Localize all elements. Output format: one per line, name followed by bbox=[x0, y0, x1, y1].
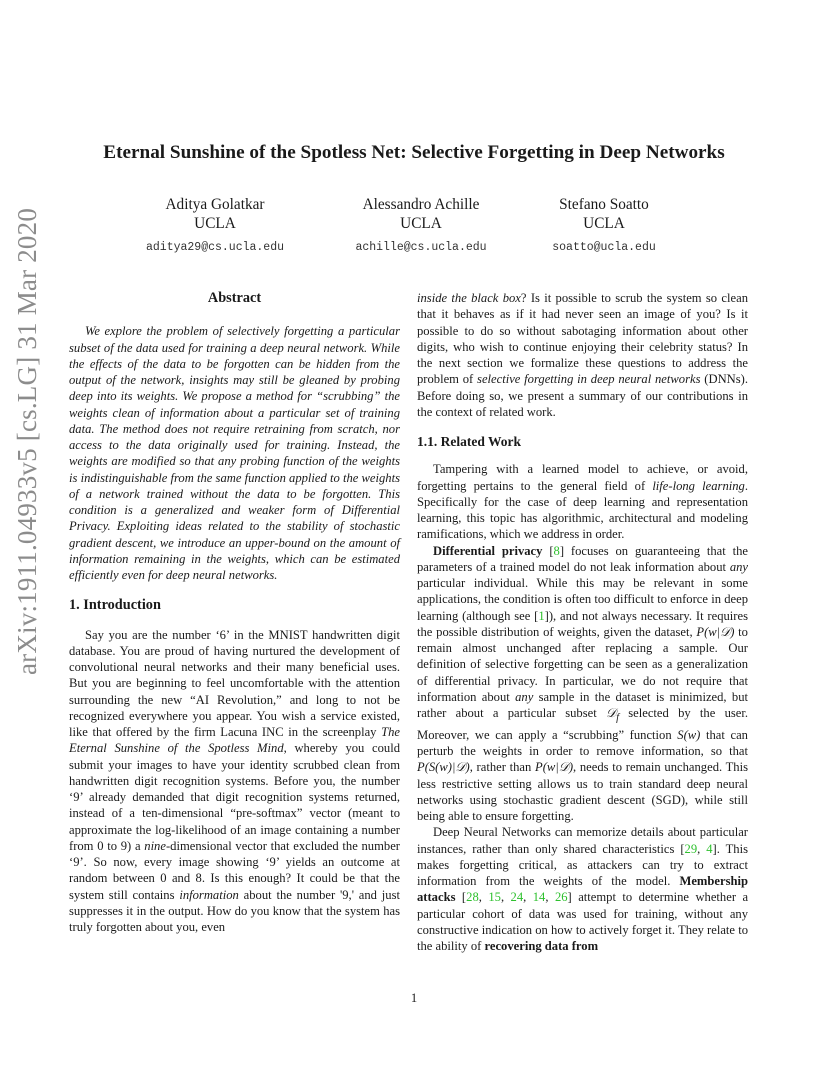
paper-title: Eternal Sunshine of the Spotless Net: Selective Forgetting in Deep Networks bbox=[103, 142, 725, 163]
intro-paragraph-continued: inside the black box? Is it possible to scrub the system so clean that it behaves as if it had never seen an image of you? Is it possible to do so without sabotaging information about other digits, who wish to continue enjoying their celebrity status? In the next section we formalize these questions to address the problem of selective forgetting in deep neural networks (DNNs). Before doing so, we present a summary of our contributions in the context of related work. bbox=[417, 291, 748, 419]
citation-link[interactable]: 26 bbox=[554, 890, 568, 905]
abstract-heading: Abstract bbox=[207, 290, 262, 306]
author-email[interactable]: achille@cs.ucla.edu bbox=[355, 241, 487, 254]
citation-link[interactable]: 1 bbox=[538, 608, 545, 623]
citation-link[interactable]: 15 bbox=[488, 890, 501, 905]
citation-link[interactable]: 4 bbox=[706, 841, 713, 856]
intro-paragraph: Say you are the number ‘6’ in the MNIST handwritten digit database. You are proud of having nurtured the development of convolutional neural networks and their many beneficial uses. But you are beginning to feel uncomfortable with the attention surrounding the new “AI Revolution,” and long to not be recognized everywhere you appear. You wish a service existed, like that offered by the firm Lacuna INC in the screenplay The Eternal Sunshine of the Spotless Mind, whereby you could submit your images to have your identity scrubbed clean from handwritten digit recognition systems. Before you, the number ‘9’ already demanded that digit recognition systems returned, instead of a ten-dimensional “pre-softmax” vector (meant to approximate the log-likelihood of an image containing a number from 0 to 9) a nine-dimensional vector that excluded the number ‘9’. So now, every image showing ‘9’ yields an outcome at random between 0 and 8. Is this enough? It could be that the system still contains information about the number '9,' and just suppresses it in the output. How do you know that the system has truly forgotten about you, even bbox=[69, 627, 400, 934]
citation-link[interactable]: 28 bbox=[466, 890, 479, 905]
citation-link[interactable]: 24 bbox=[510, 890, 524, 905]
related-paragraph-differential-privacy: Differential privacy [8] focuses on guaranteeing that the parameters of a trained model do not leak information about any particular individual. While this may be relevant in some applications, the condition is often too difficult to enforce in deep learning (although see [1]), and not always necessary. It requires the possible distribution of weights, given the dataset, P(w|𝒟) to remain almost unchanged after replacing a sample. Our definition of selective forgetting can be seen as a generalization of differential privacy. In particular, we do not require that information about any sample in the dataset is minimized, but rather about a particular subset 𝒟$_f$ selected by the user. Moreover, we can apply a “scrubbing” function S(w) that can perturb the weights in order to remove information, so that P(S(w)|𝒟), rather than P(w|𝒟), needs to remain unchanged. This less restrictive setting allows us to train standard deep neural networks using stochastic gradient descent (SGD), while still being able to ensure forgetting. bbox=[417, 543, 749, 824]
author-name: Alessandro Achille bbox=[362, 196, 480, 213]
author-block bbox=[504, 195, 704, 257]
author-email[interactable]: aditya29@cs.ucla.edu bbox=[145, 241, 285, 254]
right-column bbox=[417, 290, 748, 954]
arxiv-identifier-stamp: arXiv:1911.04933v5 [cs.LG] 31 Mar 2020 bbox=[12, 207, 42, 675]
math-expression: 𝒟 bbox=[606, 706, 617, 720]
related-paragraph: Tampering with a learned model to achieve, or avoid, forgetting pertains to the general field of life-long learning. Specifically for the case of deep learning and representation learning, this topic has algorithmic, architectural and modeling ramifications, which we address in order. bbox=[417, 462, 748, 542]
math-expression: P(w|𝒟) bbox=[696, 624, 735, 639]
citation-link[interactable]: 29 bbox=[684, 841, 698, 856]
page-number: 1 bbox=[410, 991, 418, 1005]
author-affiliation: UCLA bbox=[583, 215, 625, 232]
author-affiliation: UCLA bbox=[400, 215, 442, 232]
left-column bbox=[69, 290, 400, 935]
author-email[interactable]: soatto@ucla.edu bbox=[552, 241, 656, 254]
subsection-heading-related-work: 1.1. Related Work bbox=[417, 434, 521, 449]
citation-link[interactable]: 8 bbox=[553, 543, 560, 558]
author-name: Stefano Soatto bbox=[559, 196, 649, 213]
math-expression: P(S(w)|𝒟) bbox=[417, 760, 470, 775]
author-block bbox=[321, 195, 521, 257]
author-affiliation: UCLA bbox=[194, 215, 236, 232]
abstract-text: We explore the problem of selectively forgetting a particular subset of the data used for training a deep neural network. While the effects of the data to be forgotten can be hidden from the output of the network, insights may still be gleaned by probing deep into its weights. We propose a method for “scrubbing” the weights clean of information about a particular set of training data. The method does not require retraining from scratch, nor access to the data originally used for training. Instead, the weights are modified so that any probing function of the weights is indistinguishable from the same function applied to the weights of a network trained without the data to be forgotten. This condition is a generalized and weaker form of Differential Privacy. Exploiting ideas related to the stability of stochastic gradient descent, we introduce an upper-bound on the amount of information remaining in the weights, which can be estimated efficiently even for deep neural networks. bbox=[69, 324, 400, 582]
math-expression: S(w) bbox=[677, 727, 701, 742]
citation-link[interactable]: 14 bbox=[532, 890, 546, 905]
author-block bbox=[115, 195, 315, 257]
section-heading-introduction: 1. Introduction bbox=[69, 597, 161, 614]
author-name: Aditya Golatkar bbox=[165, 196, 265, 213]
math-expression: P(w|𝒟) bbox=[535, 760, 574, 775]
related-paragraph-memorization: Deep Neural Networks can memorize details about particular instances, rather than only shared characteristics [29, 4]. This makes forgetting critical, as attackers can try to extract information from the weights of the model. Membership attacks [28, 15, 24, 14, 26] attempt to determine whether a particular cohort of data was used for training, without any constructive indication on how to actively forget it. They relate to the ability of recovering data from bbox=[417, 825, 749, 954]
